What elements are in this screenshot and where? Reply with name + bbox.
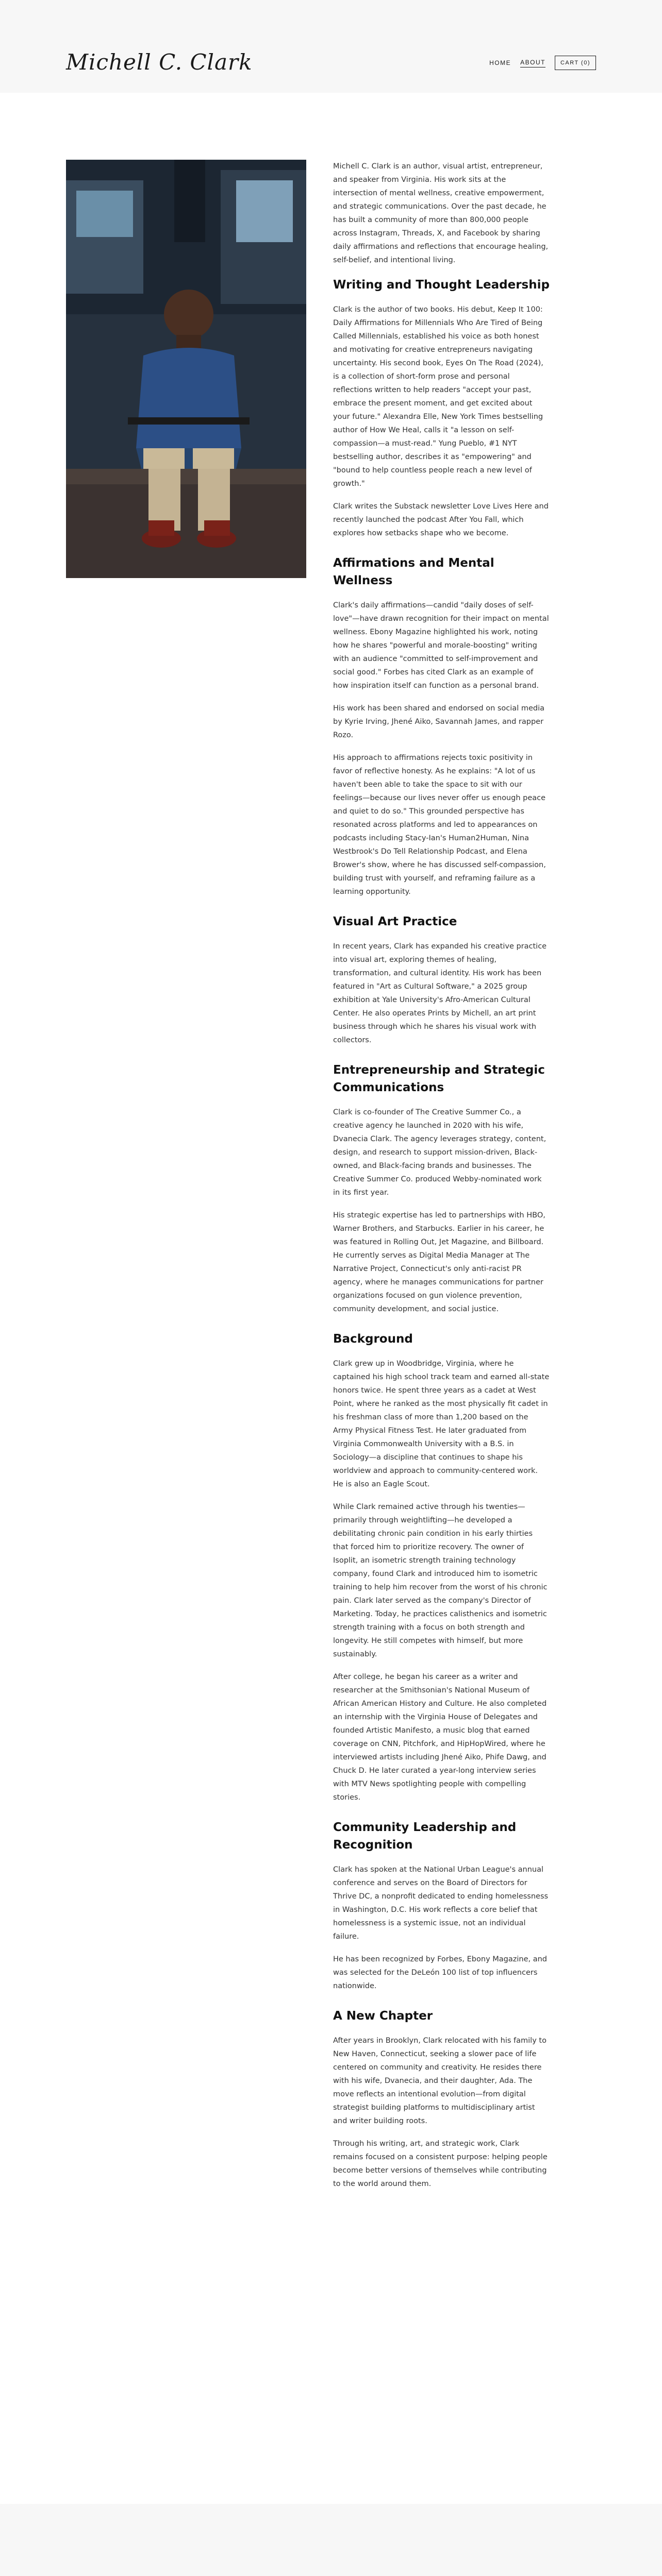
site-logo[interactable]: Michell C. Clark <box>66 49 253 75</box>
section-paragraph: Clark grew up in Woodbridge, Virginia, where he captained his high school track team and earned all-state honors twice. He spent three years as a cadet at West Point, where he ranked as the most physically fit cadet in his freshman class of more than 1,200 based on the Army Physical Fitness Test. He later graduated from Virginia Commonwealth University with a B.S. in Sociology—a discipline that continues to shape his worldview and approach to community-centered work. He is also an Eagle Scout. <box>333 1360 550 1488</box>
section-paragraph: Clark is co-founder of The Creative Summer Co., a creative agency he launched in 2020 with his wife, Dvanecia Clark. The agency leverages strategy, content, design, and research to support mission-driven, Black-owned, and Black-facing brands and businesses. The Creative Summer Co. produced Webby-nominated work in its first year. <box>333 1108 547 1197</box>
main-nav <box>489 56 596 70</box>
about-section <box>0 93 662 2504</box>
section-paragraph: Clark's daily affirmations—candid "daily doses of self-love"—have drawn recognition for their impact on mental wellness. Ebony Magazine highlighted his work, noting how he shares "powerful and morale-boosting" writing with an audience "committed to self-improvement and social good." Forbes has cited Clark as an example of how inspiration itself can function as a personal brand. <box>333 601 549 690</box>
contact-section <box>0 2504 662 2576</box>
site-header <box>0 0 662 93</box>
nav-about[interactable]: ABOUT <box>520 59 545 67</box>
section-heading: Entrepreneurship and Strategic Communications <box>333 1063 545 1094</box>
section-paragraph: He has been recognized by Forbes, Ebony Magazine, and was selected for the DeLeón 100 list of top influencers nationwide. <box>333 1955 547 1990</box>
nav-home[interactable]: HOME <box>489 59 511 66</box>
section-paragraph: His strategic expertise has led to partnerships with HBO, Warner Brothers, and Starbucks. Earlier in his career, he was featured in Rolling Out, Jet Magazine, and Billboard. He currently serves as Digital Media Manager at The Narrative Project, Connecticut's only anti-racist PR agency, where he manages communications for partner organizations focused on gun violence prevention, community development, and social justice. <box>333 1211 545 1313</box>
section-heading: Background <box>333 1332 413 1346</box>
section-heading: Visual Art Practice <box>333 915 457 928</box>
author-photo <box>66 160 306 578</box>
section-heading: A New Chapter <box>333 2009 433 2023</box>
section-paragraph: In recent years, Clark has expanded his creative practice into visual art, exploring themes of healing, transformation, and cultural identity. His work has been featured in "Art as Cultural Software," a 2025 group exhibition at Yale University's Afro-American Cultural Center. He also operates Prints by Michell, an art print business through which he shares his visual work with collectors. <box>333 942 547 1044</box>
section-paragraph: Clark writes the Substack newsletter Love Lives Here and recently launched the podcast After You Fall, which explores how setbacks shape who we become. <box>333 502 549 537</box>
cart-button[interactable]: CART (0) <box>555 56 596 70</box>
section-heading: Affirmations and Mental Wellness <box>333 556 494 587</box>
section-heading: Writing and Thought Leadership <box>333 278 550 292</box>
section-paragraph: Clark is the author of two books. His debut, Keep It 100: Daily Affirmations for Millennials Who Are Tired of Being Called Millennials, established his voice as both honest and motivating for creative entrepreneurs navigating uncertainty. His second book, Eyes On The Road (2024), is a collection of short-form prose and personal reflections written to help readers "accept your past, embrace the present moment, and get excited about your future." Alexandra Elle, New York Times bestselling author of How We Heal, calls it "a lesson on self-compassion—a must-read." Yung Pueblo, #1 NYT bestselling author, describes it as "empowering" and "bound to help countless people reach a new level of growth." <box>333 306 543 488</box>
bio-intro: Michell C. Clark is an author, visual artist, entrepreneur, and speaker from Virginia. His work sits at the intersection of mental wellness, creative empowerment, and strategic communications. Over the past decade, he has built a community of more than 800,000 people across Instagram, Threads, X, and Facebook by sharing daily affirmations and reflections that encourage healing, self-belief, and intentional living. <box>333 162 549 264</box>
section-paragraph: Clark has spoken at the National Urban League's annual conference and serves on the Board of Directors for Thrive DC, a nonprofit dedicated to ending homelessness in Washington, D.C. His work reflects a core belief that homelessness is a systemic issue, not an individual failure. <box>333 1866 549 1941</box>
section-paragraph: His work has been shared and endorsed on social media by Kyrie Irving, Jhené Aiko, Savannah James, and rapper Rozo. <box>333 704 544 739</box>
section-paragraph: While Clark remained active through his twenties—primarily through weightlifting—he developed a debilitating chronic pain condition in his early thirties that forced him to prioritize recovery. The owner of Isoplit, an isometric strength training technology company, found Clark and introduced him to isometric training to help him recover from the worst of his chronic pain. Clark later served as the company's Director of Marketing. Today, he practices calisthenics and isometric strength training with a focus on both strength and longevity. He still competes with himself, but more sustainably. <box>333 1503 548 1658</box>
author-portrait-illustration <box>66 160 306 578</box>
section-paragraph: After college, he began his career as a writer and researcher at the Smithsonian's National Museum of African American History and Culture. He also completed an internship with the Virginia House of Delegates and founded Artistic Manifesto, a music blog that earned coverage on CNN, Pitchfork, and HipHopWired, where he interviewed artists including Jhené Aiko, Phife Dawg, and Chuck D. He later curated a year-long interview series with MTV News spotlighting people with compelling stories. <box>333 1673 547 1802</box>
section-paragraph: Through his writing, art, and strategic work, Clark remains focused on a consistent purpose: helping people become better versions of themselves while contributing to the world around them. <box>333 2140 548 2188</box>
bio-column <box>333 160 550 2200</box>
section-heading: Community Leadership and Recognition <box>333 1821 517 1852</box>
section-paragraph: His approach to affirmations rejects toxic positivity in favor of reflective honesty. As he explains: "A lot of us haven't been able to take the space to sit with our feelings—because our lives never offer us enough peace and quiet to do so." This grounded perspective has resonated across platforms and led to appearances on podcasts including Stacy-Ian's Human2Human, Nina Westbrook's Do Tell Relationship Podcast, and Elena Brower's show, where he has discussed self-compassion, building trust with yourself, and reframing failure as a learning opportunity. <box>333 754 546 896</box>
section-paragraph: After years in Brooklyn, Clark relocated with his family to New Haven, Connecticut, seeking a slower pace of life centered on community and creativity. He resides there with his wife, Dvanecia, and their daughter, Ada. The move reflects an intentional evolution—from digital strategist building platforms to multidisciplinary artist and writer building roots. <box>333 2037 547 2125</box>
